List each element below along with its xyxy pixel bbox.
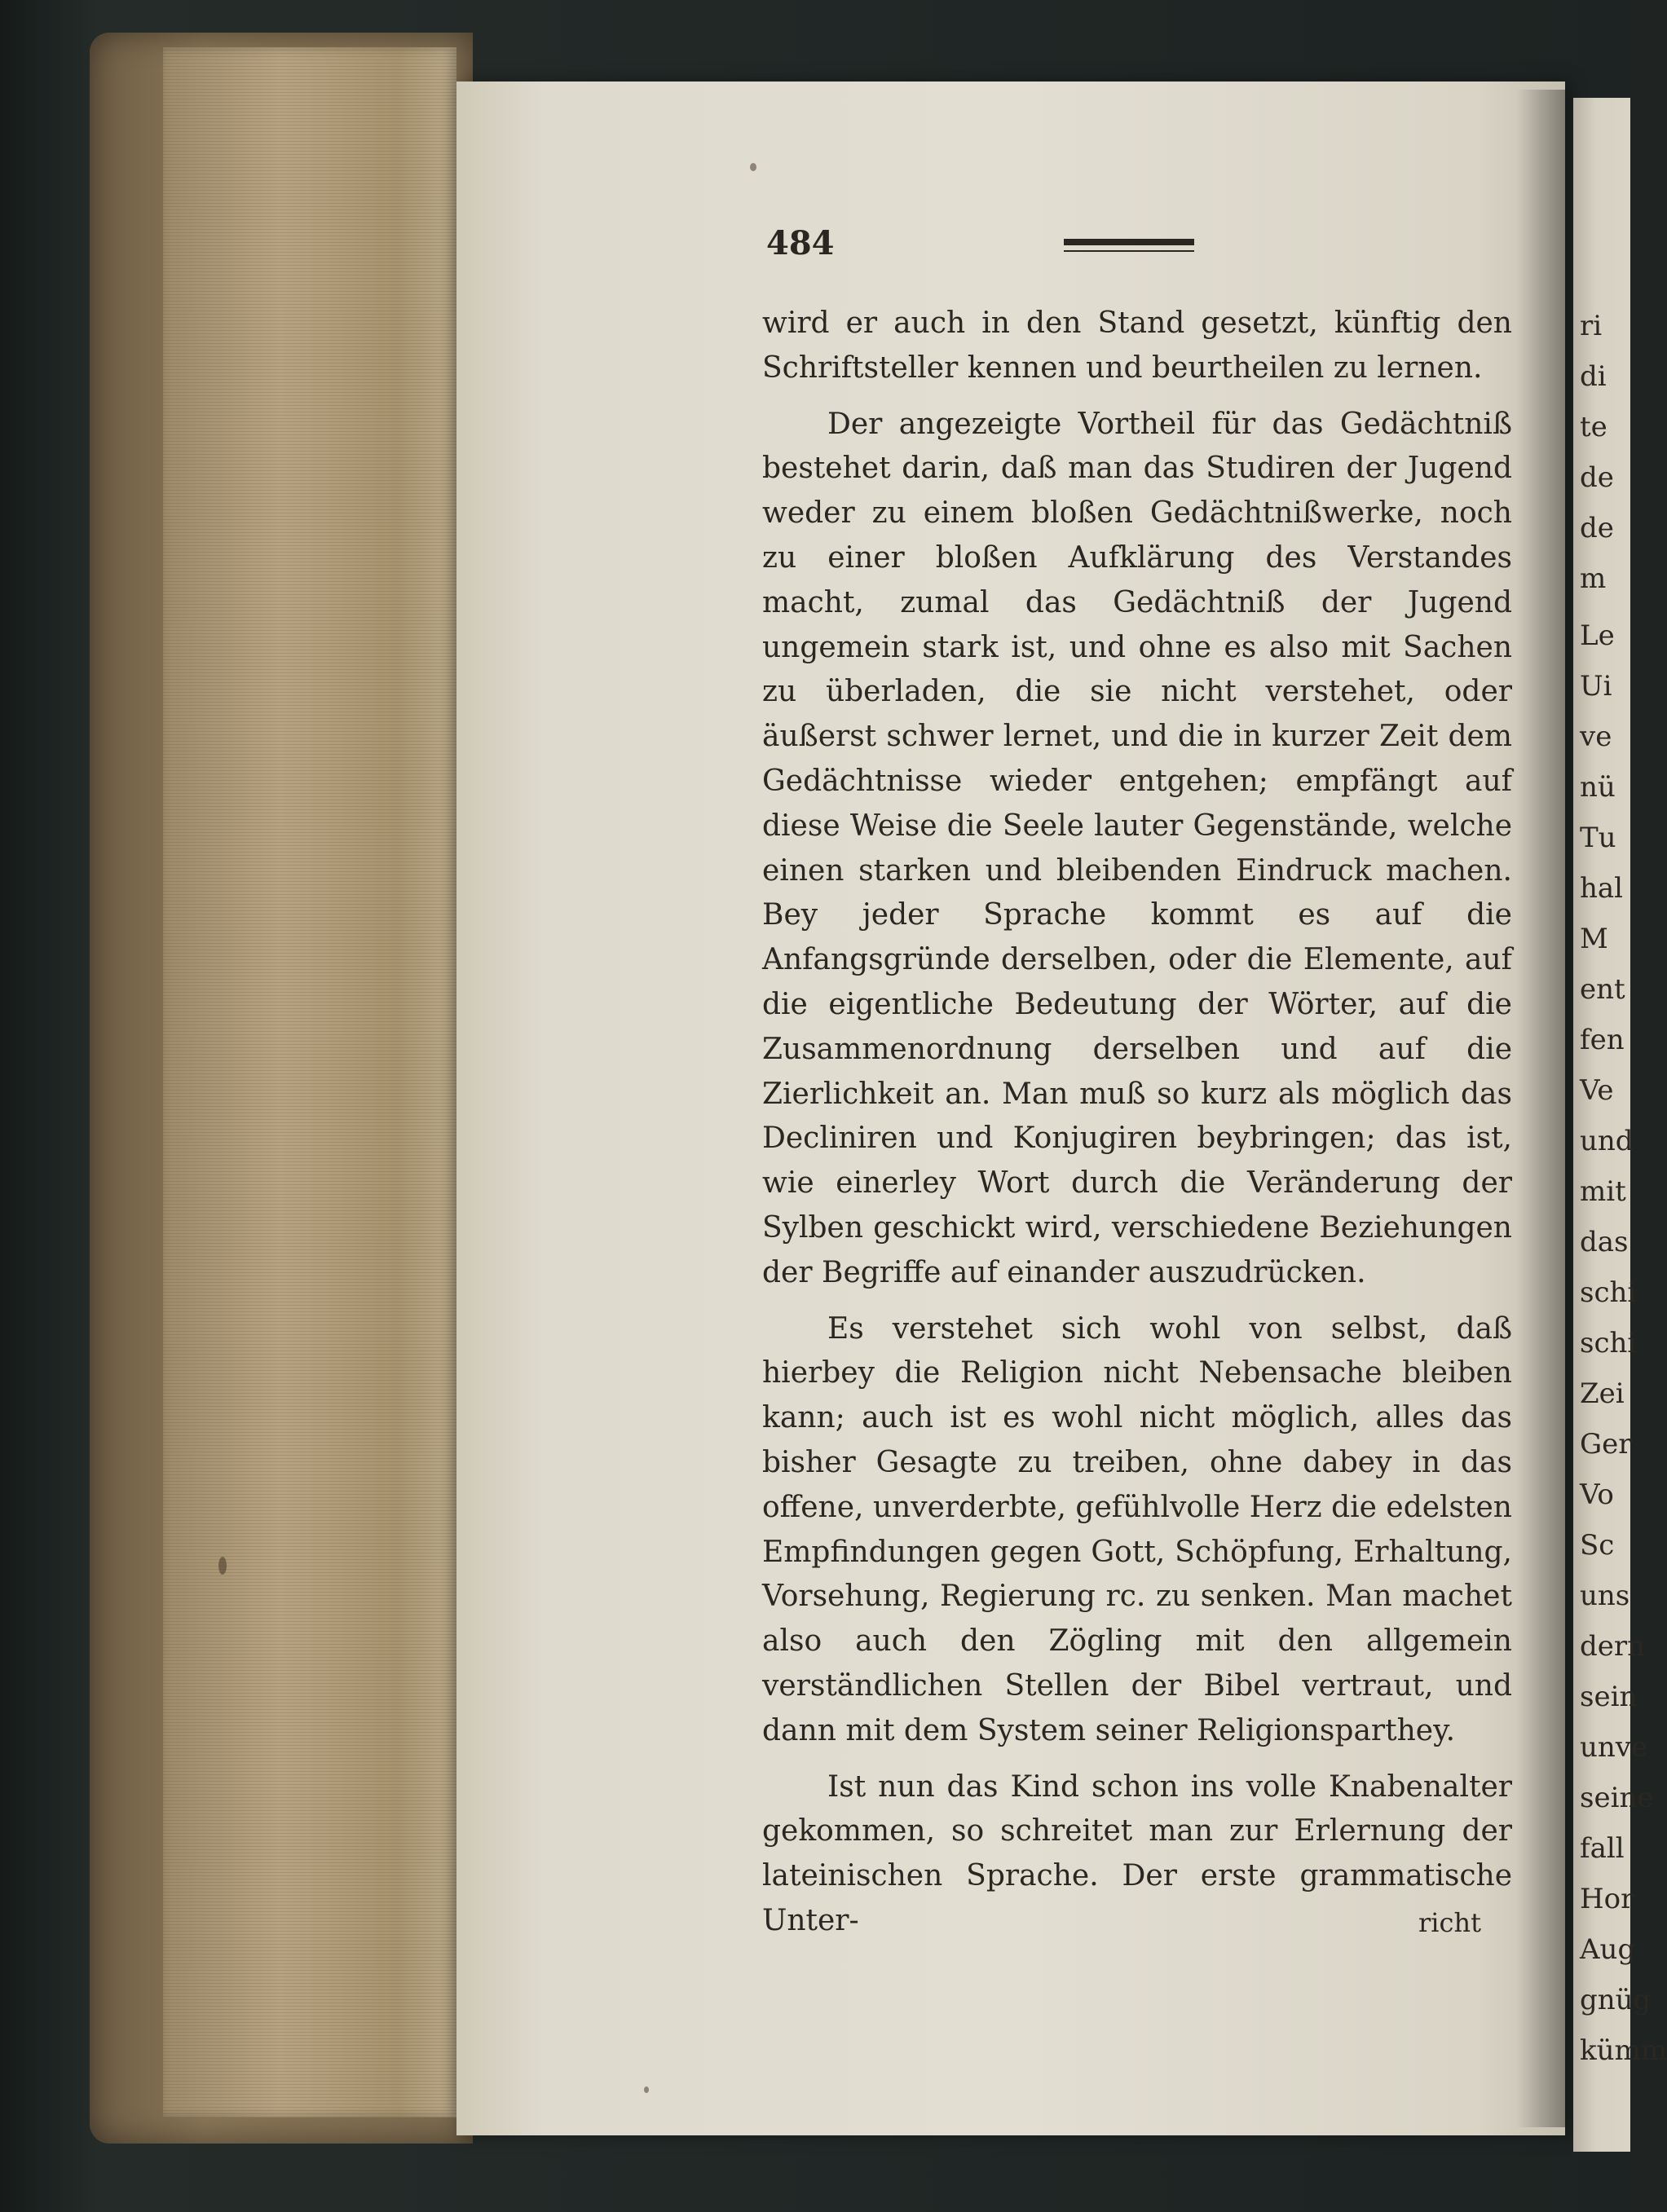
fragment: di: [1580, 360, 1607, 393]
fragment: te: [1580, 411, 1607, 443]
fragment: uns: [1580, 1580, 1630, 1612]
fragment: Le: [1580, 619, 1615, 652]
ink-spot: [218, 1557, 227, 1575]
right-page-edge: [1573, 98, 1667, 2152]
fragment: Hor: [1580, 1883, 1634, 1915]
fragment: schi: [1580, 1276, 1637, 1309]
fragment: ve: [1580, 720, 1612, 753]
fragment: fen: [1580, 1024, 1625, 1056]
page-body: [762, 302, 1512, 1955]
header-rule-thin: [1064, 250, 1194, 252]
fragment: Sc: [1580, 1529, 1615, 1562]
fragment: dern: [1580, 1630, 1646, 1663]
fragment: seine: [1580, 1782, 1654, 1814]
fragment: kümm: [1580, 2034, 1667, 2067]
fragment: mit: [1580, 1175, 1626, 1208]
paragraph: wird er auch in den Stand gesetzt, künftig den Schriftsteller kennen und beurtheilen zu lernen.: [762, 306, 1512, 385]
fragment: M: [1580, 923, 1608, 955]
paragraph: Es verstehet sich wohl von selbst, daß hierbey die Religion nicht Nebensache bleiben kann; auch ist es wohl nicht möglich, alles das bisher Gesagte zu treiben, ohne dabey in das offene, unverderbte, gefühlvolle Herz die edelsten Empfindungen gegen Gott, Schöpfung, Erhaltung, Vorsehung, Regierung rc. zu senken. Man machet also auch den Zögling mit den allgemein verständlichen Stellen der Bibel vertraut, und dann mit dem System seiner Religionsparthey.: [762, 1311, 1512, 1747]
page-edges: [163, 47, 456, 2117]
ink-spot: [644, 2086, 649, 2093]
gutter-shadow: [1516, 90, 1565, 2127]
fragment: de: [1580, 461, 1614, 494]
fragment: ent: [1580, 973, 1625, 1006]
ink-spot: [750, 163, 756, 171]
fragment: hal: [1580, 872, 1624, 905]
fragment: Ui: [1580, 670, 1612, 703]
paragraph: Der angezeigte Vortheil für das Gedächtniß bestehet darin, daß man das Studiren der Jugend weder zu einem bloßen Gedächtnißwerke, noch zu einer bloßen Aufklärung des Verstandes macht, zumal das Gedächtniß der Jugend ungemein stark ist, und ohne es also mit Sachen zu überladen, die sie nicht verstehet, oder äußerst schwer lernet, und die in kurzer Zeit dem Gedächtnisse wieder entgehen; empfängt auf diese Weise die Seele lauter Gegenstände, welche einen starken und bleibenden Eindruck machen. Bey jeder Sprache kommt es auf die Anfangsgründe derselben, oder die Elemente, auf die eigentliche Bedeutung der Wörter, auf die Zusammenordnung derselben und auf die Zierlichkeit an. Man muß so kurz als möglich das Decliniren und Konjugiren beybringen; das ist, wie einerley Wort durch die Veränderung der Sylben geschickt wird, verschiedene Beziehungen der Begriffe auf einander auszudrücken.: [762, 407, 1512, 1289]
fragment: Aug: [1580, 1933, 1636, 1966]
page-number: 484: [766, 224, 835, 262]
fragment: Tu: [1580, 822, 1616, 854]
fragment: gnüg: [1580, 1984, 1652, 2016]
paragraph: Ist nun das Kind schon ins volle Knabenalter gekommen, so schreitet man zur Erlernung der lateinischen Sprache. Der erste grammatische Unter-: [762, 1769, 1512, 1937]
fragment: Vo: [1580, 1478, 1614, 1511]
fragment: nü: [1580, 771, 1616, 804]
fragment: Ger: [1580, 1428, 1632, 1461]
fragment: fall: [1580, 1832, 1625, 1865]
fragment: das: [1580, 1226, 1629, 1258]
fragment: de: [1580, 512, 1614, 544]
fragment: Zei: [1580, 1377, 1625, 1410]
header-rule: [1064, 239, 1194, 245]
fragment: m: [1580, 562, 1607, 595]
fragment: sein: [1580, 1681, 1638, 1713]
catchword: richt: [1418, 1907, 1481, 1938]
fragment: schi: [1580, 1327, 1637, 1359]
fragment: unve: [1580, 1731, 1648, 1764]
fragment: und: [1580, 1125, 1634, 1157]
page-header: [766, 224, 1549, 273]
fragment: Ve: [1580, 1074, 1614, 1107]
fragment: ri: [1580, 310, 1603, 342]
